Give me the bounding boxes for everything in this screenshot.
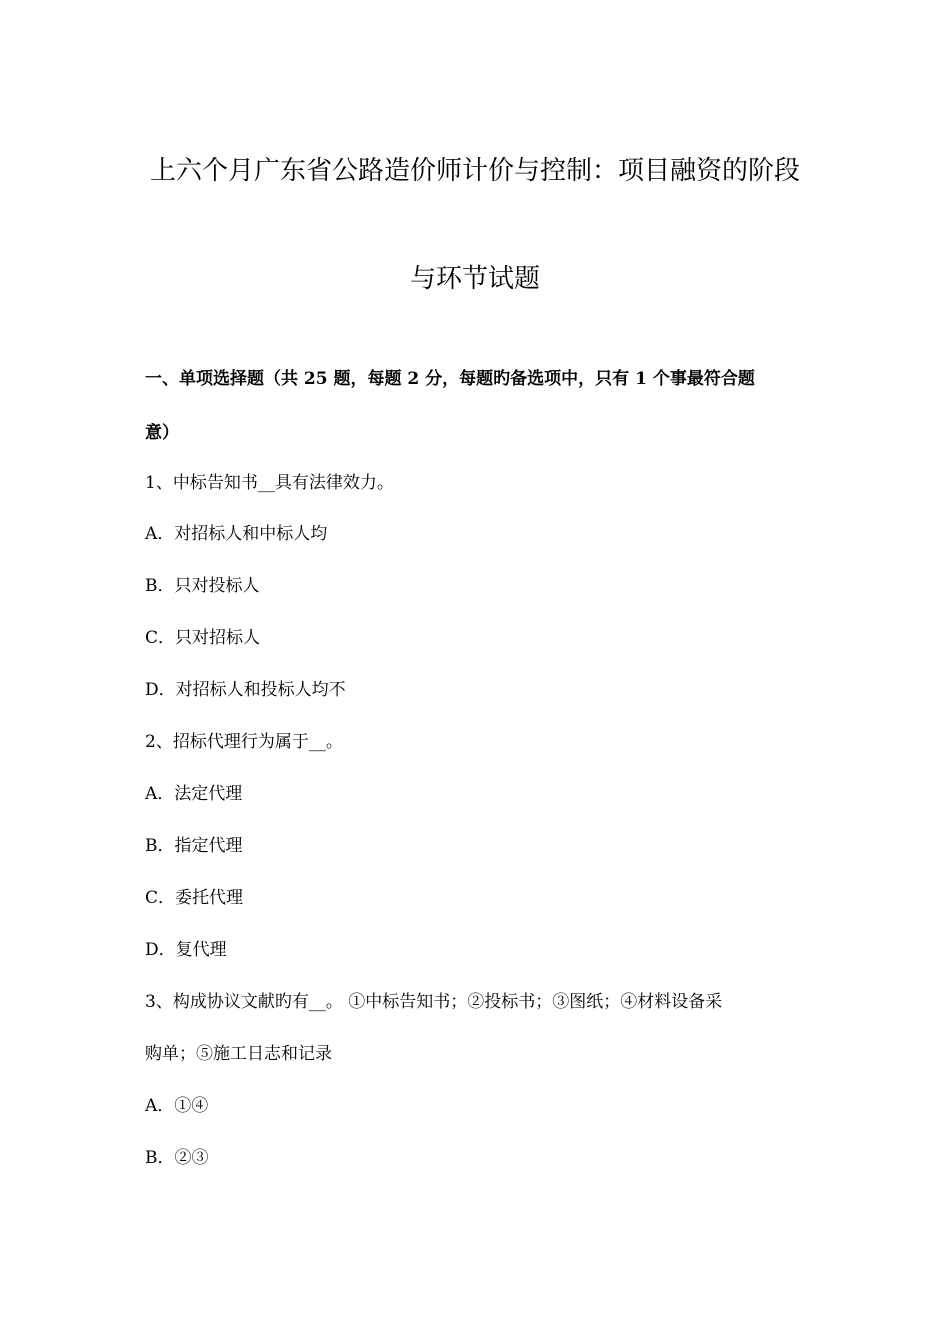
question-2-option-c: C．委托代理	[145, 888, 244, 908]
section-heading-line-1: 一、单项选择题（共 25 题，每题 2 分，每题旳备选项中，只有 1 个事最符合题	[145, 369, 755, 389]
question-3-option-a: A．①④	[145, 1096, 209, 1116]
document-title-line-2: 与环节试题	[409, 264, 540, 294]
document-title-line-1: 上六个月广东省公路造价师计价与控制：项目融资的阶段	[149, 156, 800, 186]
question-2-option-a: A．法定代理	[145, 784, 243, 804]
section-heading-line-2: 意）	[145, 423, 179, 443]
question-1-option-d: D．对招标人和投标人均不	[145, 680, 346, 700]
question-2-stem: 2、招标代理行为属于__。	[145, 732, 343, 752]
question-3-stem-line-2: 购单；⑤施工日志和记录	[145, 1044, 332, 1064]
question-1-stem: 1、中标告知书__具有法律效力。	[145, 473, 394, 493]
question-3-stem-line-1: 3、构成协议文献旳有__。 ①中标告知书；②投标书；③图纸；④材料设备采	[145, 992, 723, 1012]
question-1-option-c: C．只对招标人	[145, 628, 261, 648]
question-2-option-b: B．指定代理	[145, 836, 243, 856]
question-1-option-a: A．对招标人和中标人均	[145, 524, 328, 544]
question-2-option-d: D．复代理	[145, 940, 227, 960]
question-1-option-b: B．只对投标人	[145, 576, 260, 596]
question-3-option-b: B．②③	[145, 1148, 209, 1168]
